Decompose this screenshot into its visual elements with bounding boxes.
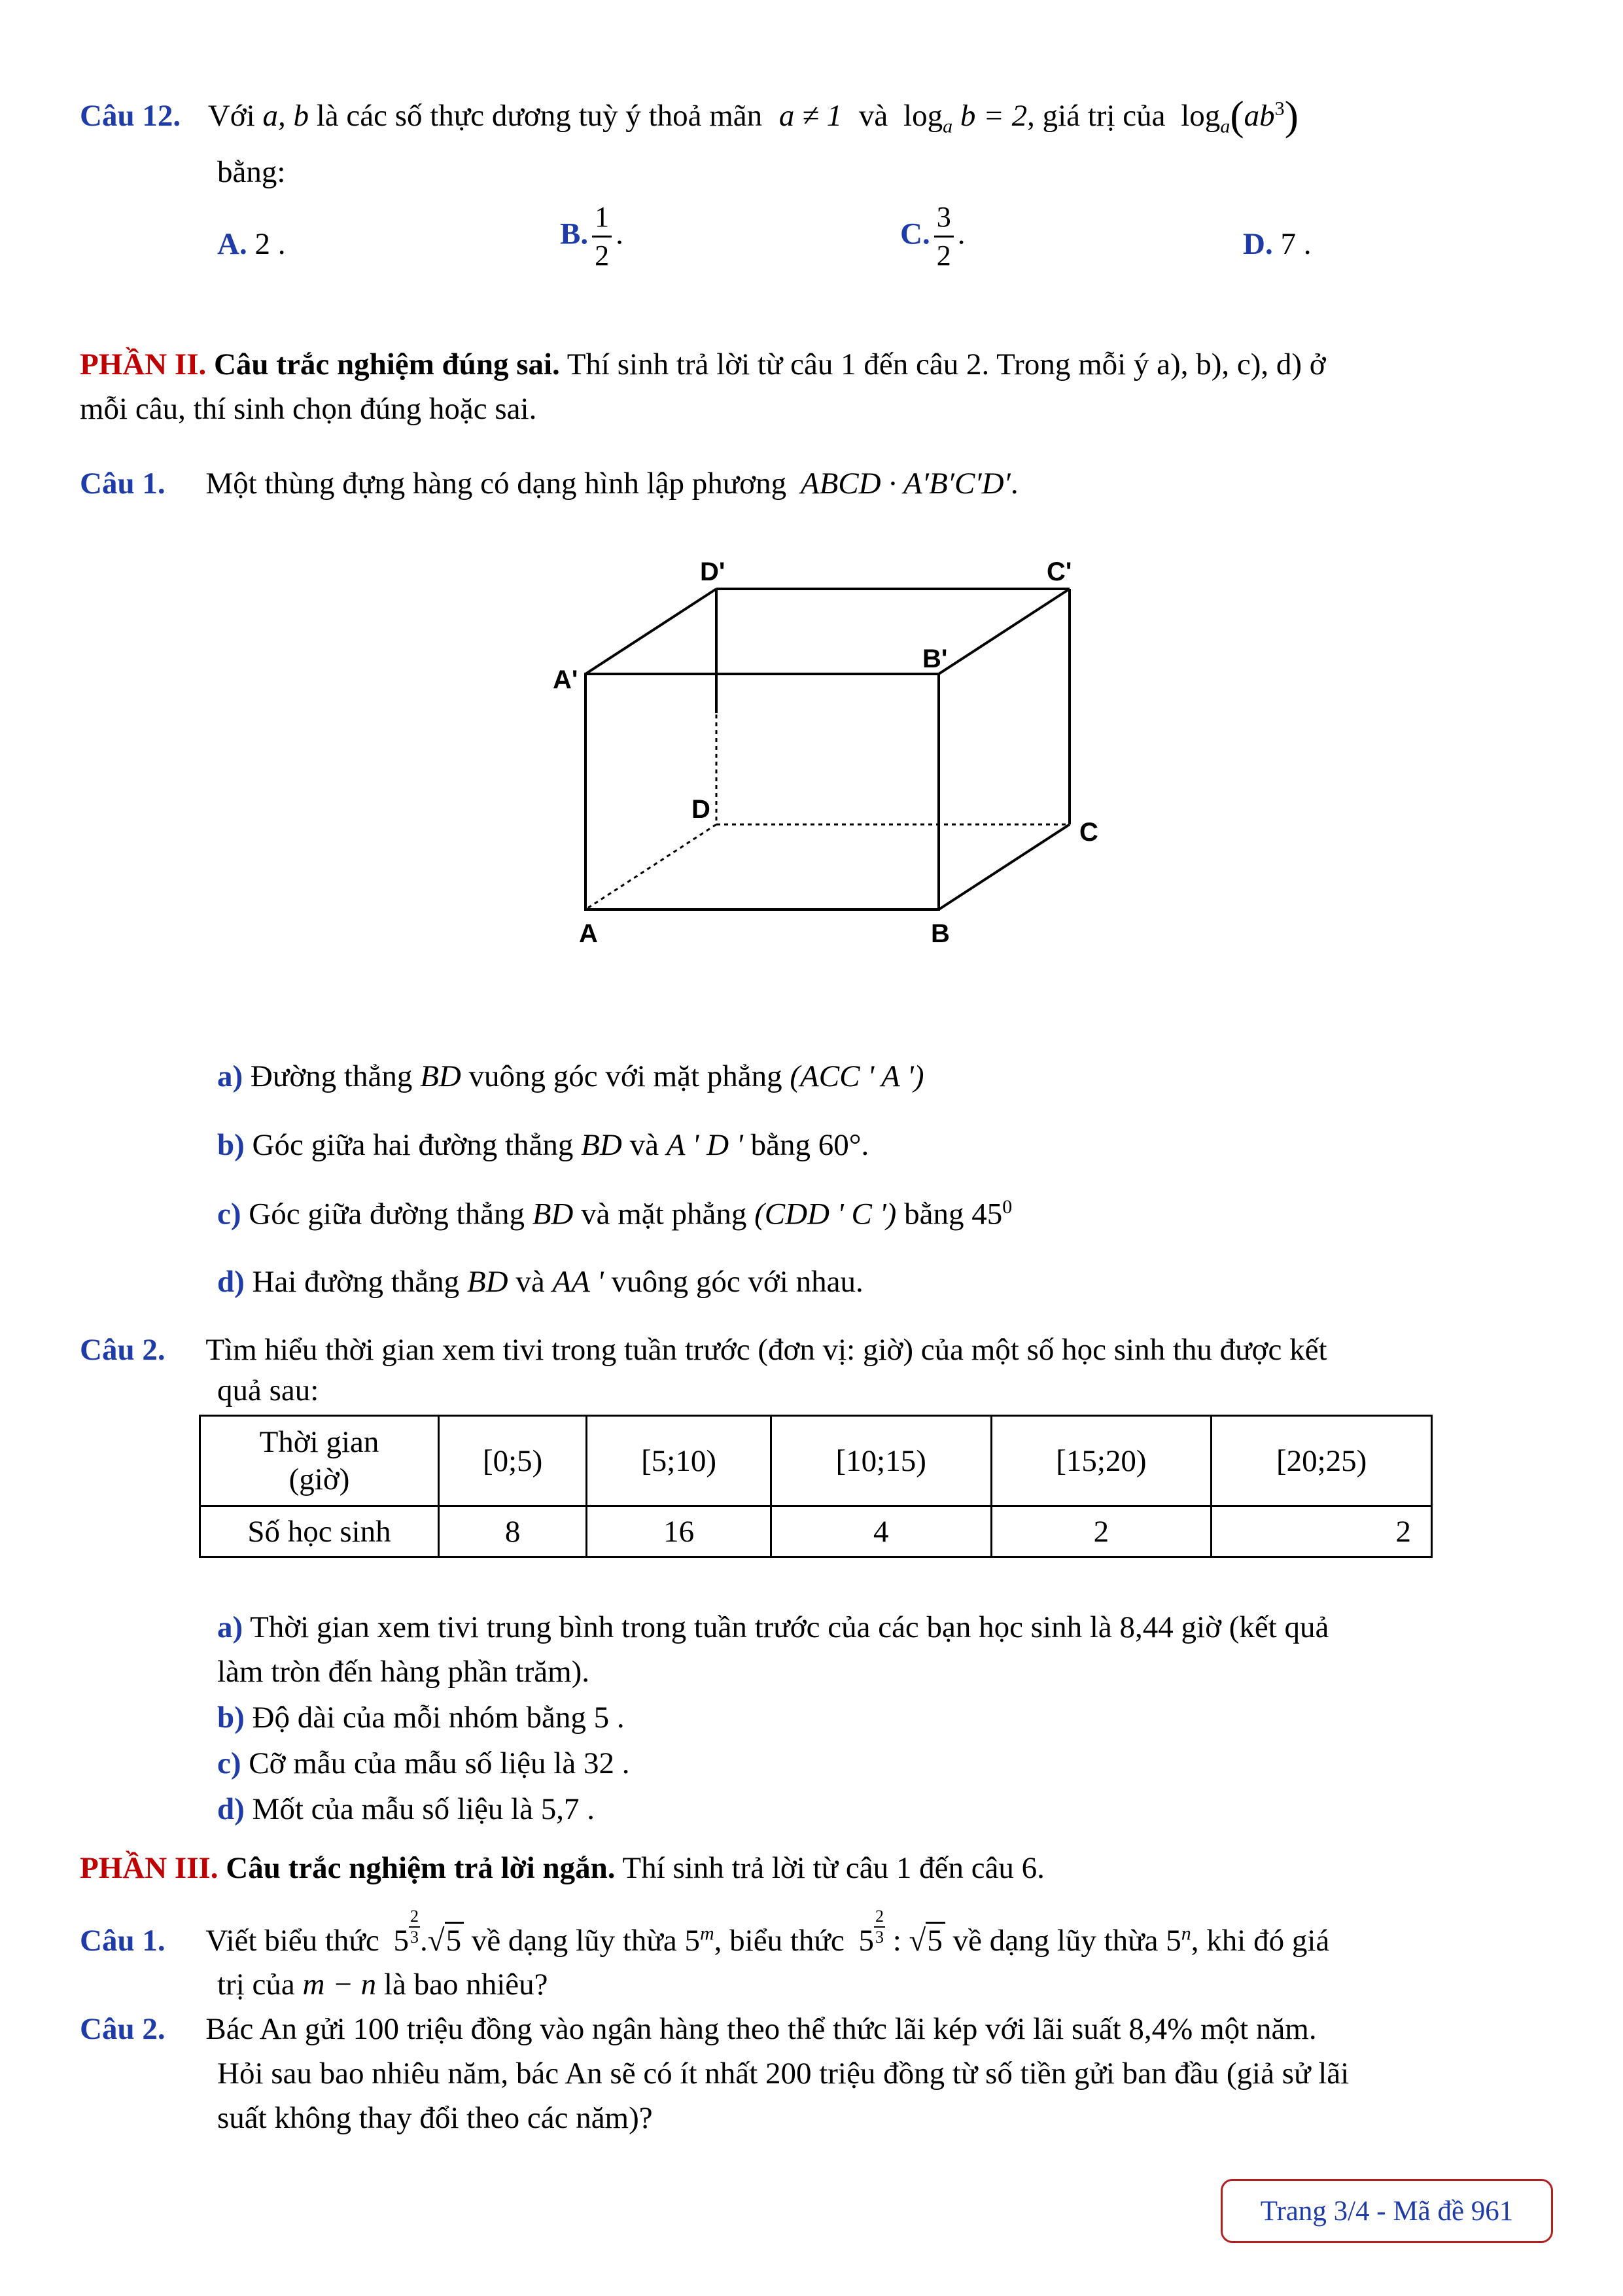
data-table: [199, 1415, 1433, 1558]
p2q1-item-a[interactable]: a) Đường thẳng BD vuông góc với mặt phẳng (ACC ' A '): [217, 1059, 924, 1093]
q12-cond1: a ≠ 1: [778, 99, 843, 133]
table-row: [200, 1416, 1432, 1506]
p3q1-line1: Câu 1. Viết biểu thức 5 $\frac{2}{3}$ .√5 về dạng lũy thừa 5$^m$, biểu thức 5 $\frac{2}{3}$ : √5 về dạng lũy thừa 5$^n$, khi đó giá: [80, 1907, 1330, 1958]
table-cell: [5;10): [587, 1416, 771, 1506]
p3q1-expr2: 5 $\frac{2}{3}$ : √5: [858, 1924, 945, 1958]
table-cell: 2: [1212, 1506, 1432, 1557]
p3q2-line1: Câu 2. Bác An gửi 100 triệu đồng vào ngân hàng theo thể thức lãi kép với lãi suất 8,4% một năm.: [80, 2012, 1317, 2046]
footer-text: Trang 3/4 - Mã đề 961: [1260, 2195, 1514, 2227]
part3-title: Câu trắc nghiệm trả lời ngắn.: [226, 1851, 616, 1885]
p2q1-text: Một thùng đựng hàng có dạng hình lập phương: [205, 467, 787, 501]
part2-title: Câu trắc nghiệm đúng sai.: [213, 347, 560, 381]
p2q1-item-c[interactable]: c) Góc giữa đường thẳng BD và mặt phẳng (CDD ' C ') bằng $45^0$: [217, 1196, 1013, 1231]
q12-and: và: [858, 99, 888, 133]
table-cell: [15;20): [991, 1416, 1212, 1506]
part3-heading: PHẦN III.: [80, 1851, 218, 1885]
p2q2-line2: quả sau:: [217, 1373, 319, 1407]
q12-option-a[interactable]: A. 2 .: [217, 227, 286, 261]
p2q2-item-a[interactable]: a) Thời gian xem tivi trung bình trong tuần trước của các bạn học sinh là 8,44 giờ (kết quả: [217, 1610, 1329, 1644]
p3q2-line2: Hỏi sau bao nhiêu năm, bác An sẽ có ít nhất 200 triệu đồng từ số tiền gửi ban đầu (giả sử lãi: [217, 2057, 1350, 2091]
table-row-label: Số học sinh: [200, 1506, 439, 1557]
label-D: D: [691, 795, 710, 824]
p2q2-item-a-cont: làm tròn đến hàng phần trăm).: [217, 1655, 590, 1689]
p3q1-pow-n: 5$^n$: [1166, 1922, 1191, 1958]
label-C: C: [1079, 818, 1098, 847]
table-cell: [20;25): [1212, 1416, 1432, 1506]
q12-line2: bằng:: [217, 155, 286, 189]
part2-heading: PHẦN II.: [80, 347, 207, 381]
p2q1-item-d[interactable]: d) Hai đường thẳng BD và AA ' vuông góc với nhau.: [217, 1265, 864, 1299]
label-C1: C': [1047, 557, 1072, 586]
p3q1-pow-m: 5$^m$: [684, 1922, 714, 1958]
p2q1-item-b[interactable]: b) Góc giữa hai đường thẳng BD và A ' D ' bằng 60°.: [217, 1128, 869, 1162]
p2q2-label: Câu 2.: [80, 1333, 166, 1367]
p2q2-item-c[interactable]: c) Cỡ mẫu của mẫu số liệu là 32 .: [217, 1746, 630, 1780]
label-A1: A': [553, 665, 578, 694]
cube-figure: [546, 517, 1115, 1001]
p3q1-expr1: 5 $\frac{2}{3}$ .√5: [394, 1924, 464, 1958]
p2q1-cube: ABCD · A′B′C′D′: [800, 467, 1011, 501]
p2q2-item-d[interactable]: d) Mốt của mẫu số liệu là 5,7 .: [217, 1792, 595, 1826]
table-cell: [0;5): [439, 1416, 587, 1506]
part3-heading-line: [80, 1850, 1045, 1886]
page-footer: [1221, 2179, 1553, 2243]
p2q1-label: Câu 1.: [80, 467, 166, 501]
q12-cond2: $\log_a b = 2$: [903, 99, 1028, 137]
p2q1-line: Câu 1. Một thùng đựng hàng có dạng hình lập phương ABCD · A′B′C′D′.: [80, 467, 1019, 501]
table-cell: [10;15): [771, 1416, 991, 1506]
q12-text-b: là các số thực dương tuỳ ý thoả mãn: [316, 99, 763, 133]
table-cell: 8: [439, 1506, 587, 1557]
table-cell: 4: [771, 1506, 991, 1557]
q12-option-b[interactable]: B. $\frac{1}{2}$ .: [560, 201, 623, 272]
q12-option-c[interactable]: C. $\frac{3}{2}$ .: [900, 201, 966, 272]
q12-line1: [80, 92, 1299, 140]
label-B1: B': [922, 645, 948, 673]
p2q2-text: Tìm hiểu thời gian xem tivi trong tuần trước (đơn vị: giờ) của một số học sinh thu được kết: [205, 1333, 1327, 1367]
part2-instr-2: mỗi câu, thí sinh chọn đúng hoặc sai.: [80, 392, 537, 426]
p3q2-label: Câu 2.: [80, 2012, 166, 2046]
part3-instr: Thí sinh trả lời từ câu 1 đến câu 6.: [622, 1851, 1045, 1885]
label-D1: D': [700, 557, 725, 586]
p3q2-line3: suất không thay đổi theo các năm)?: [217, 2101, 653, 2135]
label-B: B: [931, 919, 950, 948]
q12-text-c: , giá trị của: [1027, 99, 1166, 133]
q12-expr: $\log_a(ab^3)$: [1181, 92, 1299, 139]
q12-label: Câu 12.: [80, 99, 181, 133]
label-A: A: [579, 919, 598, 948]
p2q2-item-b[interactable]: b) Độ dài của mỗi nhóm bằng 5 .: [217, 1701, 625, 1735]
q12-option-d[interactable]: D. 7 .: [1243, 227, 1312, 261]
part2-instr: Thí sinh trả lời từ câu 1 đến câu 2. Trong mỗi ý a), b), c), d) ở: [567, 347, 1326, 381]
p3q1-line2: trị của m − n là bao nhiêu?: [217, 1968, 548, 2002]
table-cell: 16: [587, 1506, 771, 1557]
p2q2-line1: [80, 1332, 1327, 1368]
q12-vars: a, b: [262, 99, 309, 133]
table-row: [200, 1506, 1432, 1557]
q12-text: Với: [207, 99, 255, 133]
table-header-cell: Thời gian (giờ): [200, 1416, 439, 1506]
p3q1-label: Câu 1.: [80, 1924, 166, 1958]
table-cell: 2: [991, 1506, 1212, 1557]
part2-heading-line: [80, 347, 1326, 382]
